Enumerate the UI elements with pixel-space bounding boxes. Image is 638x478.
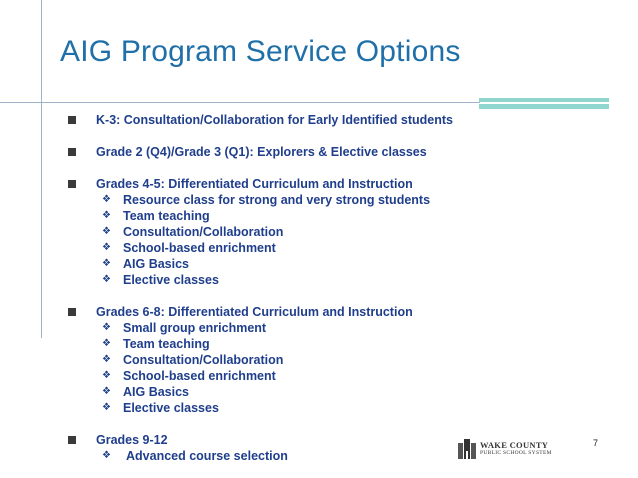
sub-bullet-item [68,208,588,224]
bullet-text: Grades 6-8: Differentiated Curriculum and Instruction [96,305,413,319]
logo-name: WAKE COUNTY [480,440,549,450]
sub-bullet-text: Consultation/Collaboration [123,353,284,367]
diamond-bullet-icon: ❖ [102,210,111,221]
diamond-bullet-icon: ❖ [102,402,111,413]
school-building-icon [458,439,476,459]
diamond-bullet-icon: ❖ [102,258,111,269]
bullet-item [68,112,588,128]
diamond-bullet-icon: ❖ [102,370,111,381]
diamond-bullet-icon: ❖ [102,450,111,461]
accent-bar-top [479,98,609,102]
sub-bullet-item [68,224,588,240]
diamond-bullet-icon: ❖ [102,354,111,365]
diamond-bullet-icon: ❖ [102,274,111,285]
square-bullet-icon [68,116,76,124]
diamond-bullet-icon: ❖ [102,242,111,253]
sub-bullet-item [68,384,588,400]
sub-bullet-item [68,320,588,336]
bullet-item [68,304,588,320]
sub-bullet-text: Small group enrichment [123,321,267,335]
square-bullet-icon [68,180,76,188]
page-number: 7 [593,438,599,448]
bullet-text: Grades 4-5: Differentiated Curriculum and Instruction [96,177,413,191]
title-underline [0,102,480,103]
sub-bullet-item [68,192,588,208]
sub-bullet-text: Advanced course selection [123,449,288,463]
sub-bullet-text: AIG Basics [123,385,190,399]
sub-bullet-item [68,272,588,288]
sub-bullet-text: Resource class for strong and very strong students [123,193,431,207]
sub-bullet-item [68,368,588,384]
square-bullet-icon [68,148,76,156]
bullet-text: Grades 9-12 [96,433,168,447]
bullet-item [68,144,588,160]
diamond-bullet-icon: ❖ [102,338,111,349]
square-bullet-icon [68,308,76,316]
bullet-item [68,176,588,192]
wcpss-logo [458,437,568,461]
sub-bullet-item [68,352,588,368]
slide-title: AIG Program Service Options [60,35,461,68]
sub-bullet-text: Elective classes [123,401,219,415]
bullet-list [68,112,588,464]
accent-bars [479,98,609,110]
diamond-bullet-icon: ❖ [102,386,111,397]
sub-bullet-text: Team teaching [123,337,210,351]
sub-bullet-text: Elective classes [123,273,219,287]
sub-bullet-text: AIG Basics [123,257,190,271]
sub-bullet-item [68,256,588,272]
sub-bullet-text: Team teaching [123,209,210,223]
square-bullet-icon [68,436,76,444]
sub-bullet-item [68,336,588,352]
sub-bullet-text: School-based enrichment [123,241,276,255]
sub-bullet-text: Consultation/Collaboration [123,225,284,239]
sub-bullet-item [68,400,588,416]
sub-bullet-item [68,240,588,256]
sub-bullet-text: School-based enrichment [123,369,276,383]
diamond-bullet-icon: ❖ [102,194,111,205]
diamond-bullet-icon: ❖ [102,322,111,333]
diamond-bullet-icon: ❖ [102,226,111,237]
vertical-divider [41,0,42,338]
bullet-text: Grade 2 (Q4)/Grade 3 (Q1): Explorers & Elective classes [96,145,427,159]
accent-bar-bottom [479,104,609,109]
bullet-text: K-3: Consultation/Collaboration for Early Identified students [96,113,453,127]
logo-subtitle: PUBLIC SCHOOL SYSTEM [480,450,552,456]
